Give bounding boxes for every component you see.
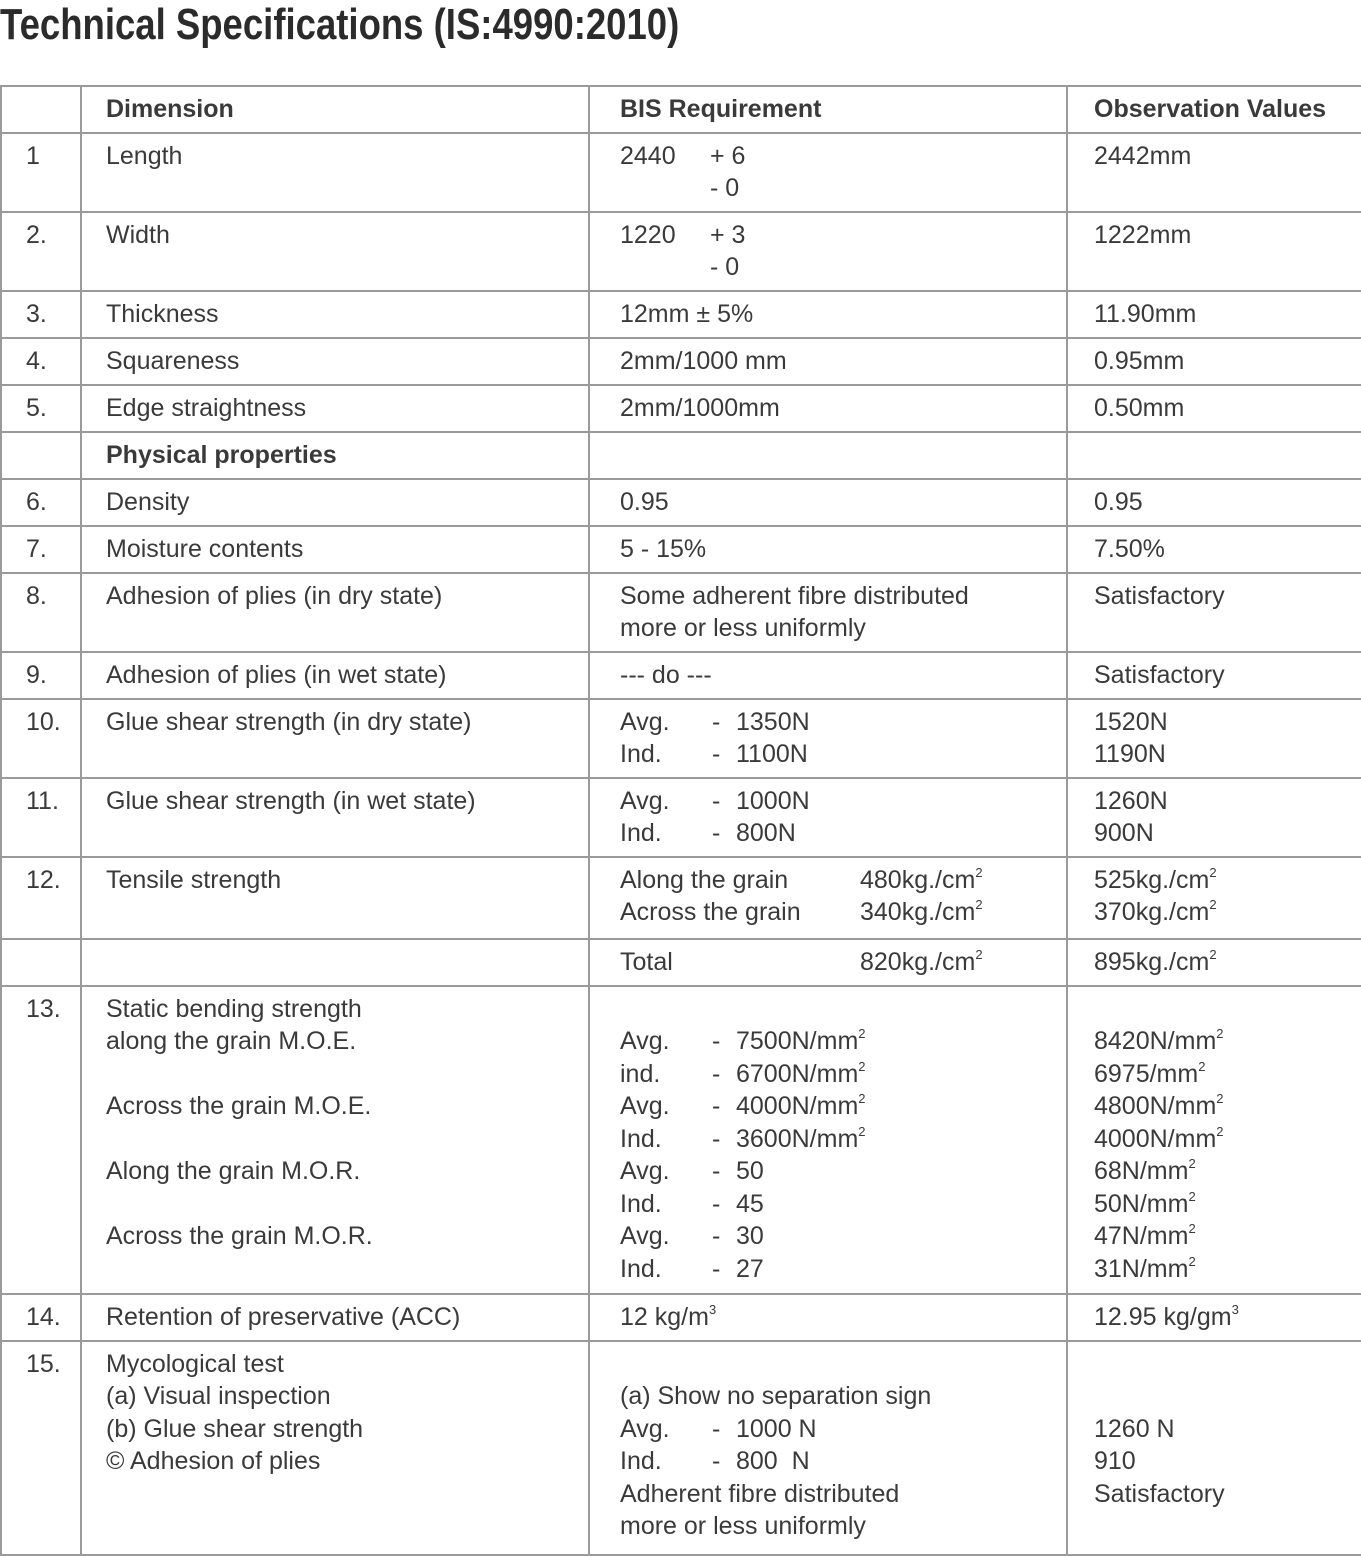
observation-line: 12.95 kg/gm [1094, 1302, 1232, 1331]
observation-line: Satisfactory [1094, 1479, 1225, 1508]
observation-cell [1067, 699, 1361, 778]
bis-label: ind. [620, 1059, 661, 1088]
bis-line: (a) Show no separation sign [620, 1382, 932, 1410]
row-number: 14. [1, 1294, 81, 1341]
row-number: 15. [1, 1341, 81, 1555]
bis-label: Avg. [620, 1222, 670, 1250]
bis-cell [589, 939, 1067, 986]
superscript: 2 [1198, 1058, 1206, 1074]
row-number: 13. [1, 986, 81, 1294]
observation-line: 50N/mm [1094, 1189, 1189, 1218]
observation-line: 8420N/mm [1094, 1027, 1217, 1055]
bis-label: Ind. [620, 819, 662, 847]
bis-plus-tolerance: + 6 [710, 141, 746, 170]
dash: - [712, 1059, 721, 1088]
table-row [1, 1294, 1361, 1341]
observation-cell [1067, 1294, 1361, 1341]
observation-cell: 1222mm [1067, 212, 1361, 291]
dimension-line: Across the grain M.O.R. [106, 1222, 373, 1250]
bis-value: 800N [736, 819, 796, 847]
observation-cell [1067, 939, 1361, 986]
bis-value: 12 kg/m [620, 1302, 709, 1331]
observation-line: 525kg./cm [1094, 865, 1210, 894]
dash: - [712, 1414, 721, 1443]
observation-line: 895kg./cm [1094, 947, 1210, 976]
table-row [1, 385, 1361, 432]
dimension-line: (b) Glue shear strength [106, 1414, 364, 1443]
superscript: 2 [1188, 1156, 1196, 1171]
bis-label: Avg. [620, 786, 670, 815]
dimension-cell: Adhesion of plies (in wet state) [81, 652, 589, 699]
observation-cell: Satisfactory [1067, 652, 1361, 699]
superscript: 2 [975, 897, 983, 912]
superscript: 2 [858, 1123, 866, 1139]
superscript: 2 [1216, 1123, 1224, 1139]
table-row [1, 212, 1361, 291]
dimension-cell: Edge straightness [81, 385, 589, 432]
table-row [1, 778, 1361, 857]
dimension-line: Mycological test [106, 1349, 284, 1378]
observation-cell: 0.95mm [1067, 338, 1361, 385]
bis-label: Ind. [620, 1124, 662, 1153]
bis-value: 1100N [736, 740, 808, 768]
header-observation-values: Observation Values [1067, 86, 1361, 133]
bis-value: 2440 [620, 141, 676, 170]
observation-line: 1520N [1094, 707, 1168, 736]
dimension-line: (a) Visual inspection [106, 1382, 331, 1410]
observation-line: 6975/mm [1094, 1059, 1199, 1088]
table-row [1, 986, 1361, 1294]
bis-label: Avg. [620, 1027, 670, 1055]
bis-label: Ind. [620, 1447, 662, 1475]
superscript: 3 [708, 1301, 717, 1317]
bis-line: Some adherent fibre distributed [620, 581, 969, 610]
superscript: 2 [858, 1091, 866, 1106]
table-row [1, 133, 1361, 212]
superscript: 3 [1231, 1301, 1239, 1317]
bis-label: Avg. [620, 707, 670, 736]
dimension-cell: Tensile strength [81, 857, 589, 939]
row-number: 9. [1, 652, 81, 699]
bis-label: Ind. [620, 1254, 662, 1283]
bis-cell: 0.95 [589, 479, 1067, 526]
observation-line: 1260 N [1094, 1414, 1175, 1443]
dimension-cell: Retention of preservative (ACC) [81, 1294, 589, 1341]
table-row [1, 573, 1361, 652]
dimension-line: along the grain M.O.E. [106, 1027, 357, 1055]
observation-cell: 0.95 [1067, 479, 1361, 526]
dimension-cell: Adhesion of plies (in dry state) [81, 573, 589, 652]
row-number: 8. [1, 573, 81, 652]
bis-value: 45 [736, 1189, 764, 1218]
table-header-row [1, 86, 1361, 133]
bis-value: 820kg./cm [860, 947, 976, 976]
observation-line: 31N/mm [1094, 1254, 1189, 1283]
table-row [1, 479, 1361, 526]
table-row [1, 699, 1361, 778]
table-row [1, 338, 1361, 385]
superscript: 2 [1209, 946, 1217, 962]
specifications-table [0, 85, 1361, 1556]
bis-minus-tolerance: - 0 [710, 253, 740, 281]
dash: - [712, 1447, 721, 1475]
row-number: 4. [1, 338, 81, 385]
bis-value: 3600N/mm [736, 1124, 859, 1153]
superscript: 2 [1188, 1188, 1196, 1204]
table-row [1, 291, 1361, 338]
superscript: 2 [1209, 864, 1217, 880]
bis-label: Avg. [620, 1157, 670, 1185]
bis-value: 30 [736, 1222, 764, 1250]
dash: - [712, 740, 721, 768]
bis-label: Ind. [620, 1189, 662, 1218]
table-row [1, 652, 1361, 699]
superscript: 2 [975, 864, 983, 880]
bis-label: Across the grain [620, 898, 801, 926]
bis-cell: 2mm/1000 mm [589, 338, 1067, 385]
dimension-cell: Density [81, 479, 589, 526]
superscript: 2 [1216, 1091, 1224, 1106]
dimension-line: Static bending strength [106, 994, 362, 1023]
bis-cell [589, 212, 1067, 291]
superscript: 2 [858, 1058, 866, 1074]
dimension-cell: Length [81, 133, 589, 212]
bis-cell [589, 133, 1067, 212]
dimension-line: © Adhesion of plies [106, 1447, 321, 1475]
dash: - [712, 1124, 721, 1153]
bis-label: Along the grain [620, 865, 789, 894]
observation-line: 4800N/mm [1094, 1092, 1217, 1120]
section-heading-physical-properties: Physical properties [81, 432, 589, 479]
observation-cell [1067, 1341, 1361, 1555]
dimension-cell: Glue shear strength (in wet state) [81, 778, 589, 857]
dimension-line: Along the grain M.O.R. [106, 1157, 361, 1185]
row-number: 11. [1, 778, 81, 857]
superscript: 2 [1188, 1253, 1196, 1269]
bis-value: 7500N/mm [736, 1027, 859, 1055]
dash: - [712, 1092, 721, 1120]
bis-minus-tolerance: - 0 [710, 174, 740, 202]
bis-cell [589, 857, 1067, 939]
table-row [1, 857, 1361, 939]
dimension-cell: Width [81, 212, 589, 291]
observation-line: 47N/mm [1094, 1222, 1189, 1250]
dash: - [712, 1027, 721, 1055]
table-row [1, 939, 1361, 986]
bis-cell: 12mm ± 5% [589, 291, 1067, 338]
section-row [1, 432, 1361, 479]
bis-value: 6700N/mm [736, 1059, 859, 1088]
dimension-cell [81, 986, 589, 1294]
row-number: 10. [1, 699, 81, 778]
bis-value: 1220 [620, 220, 676, 249]
bis-cell: --- do --- [589, 652, 1067, 699]
bis-label: Ind. [620, 740, 662, 768]
bis-plus-tolerance: + 3 [710, 220, 746, 249]
bis-cell: 2mm/1000mm [589, 385, 1067, 432]
dimension-line: Across the grain M.O.E. [106, 1092, 372, 1120]
observation-cell: 2442mm [1067, 133, 1361, 212]
header-bis-requirement: BIS Requirement [589, 86, 1067, 133]
observation-line: 1260N [1094, 786, 1168, 815]
observation-cell [1067, 986, 1361, 1294]
observation-line: 4000N/mm [1094, 1124, 1217, 1153]
table-row [1, 526, 1361, 573]
superscript: 2 [975, 946, 983, 962]
bis-cell [589, 1294, 1067, 1341]
bis-line: more or less uniformly [620, 1512, 866, 1540]
bis-line: Adherent fibre distributed [620, 1479, 900, 1508]
superscript: 2 [1209, 897, 1217, 912]
observation-line: 900N [1094, 819, 1154, 847]
dimension-cell: Thickness [81, 291, 589, 338]
dash: - [712, 1254, 721, 1283]
table-row [1, 1341, 1361, 1555]
row-number: 3. [1, 291, 81, 338]
bis-value: 340kg./cm [860, 898, 976, 926]
row-number: 1 [1, 133, 81, 212]
dimension-cell: Squareness [81, 338, 589, 385]
bis-value: 1000N [736, 786, 810, 815]
observation-line: 1190N [1094, 740, 1166, 768]
bis-value: 1000 N [736, 1414, 817, 1443]
page-title: Technical Specifications (IS:4990:2010) [0, 0, 680, 49]
observation-cell: 11.90mm [1067, 291, 1361, 338]
dash: - [712, 707, 721, 736]
bis-value: 50 [736, 1157, 764, 1185]
observation-cell: 0.50mm [1067, 385, 1361, 432]
bis-cell [589, 573, 1067, 652]
row-number: 12. [1, 857, 81, 939]
observation-line: 910 [1094, 1447, 1136, 1475]
dimension-cell: Moisture contents [81, 526, 589, 573]
bis-label: Avg. [620, 1414, 670, 1443]
dash: - [712, 1189, 721, 1218]
bis-cell: 5 - 15% [589, 526, 1067, 573]
row-number: 7. [1, 526, 81, 573]
dash: - [712, 1157, 721, 1185]
observation-line: 370kg./cm [1094, 898, 1210, 926]
bis-cell [589, 1341, 1067, 1555]
dash: - [712, 1222, 721, 1250]
superscript: 2 [1188, 1221, 1196, 1236]
bis-line: more or less uniformly [620, 614, 866, 642]
observation-cell [1067, 857, 1361, 939]
observation-cell: 7.50% [1067, 526, 1361, 573]
observation-line: 68N/mm [1094, 1157, 1189, 1185]
row-number: 2. [1, 212, 81, 291]
dash: - [712, 819, 721, 847]
bis-value: 480kg./cm [860, 865, 976, 894]
observation-cell: Satisfactory [1067, 573, 1361, 652]
total-label: Total [620, 947, 673, 976]
bis-value: 800 N [736, 1447, 810, 1475]
bis-value: 4000N/mm [736, 1092, 859, 1120]
superscript: 2 [1216, 1026, 1224, 1041]
dimension-cell: Glue shear strength (in dry state) [81, 699, 589, 778]
bis-value: 1350N [736, 707, 810, 736]
bis-cell [589, 778, 1067, 857]
header-number [1, 86, 81, 133]
header-dimension: Dimension [81, 86, 589, 133]
observation-cell [1067, 778, 1361, 857]
bis-value: 27 [736, 1254, 764, 1283]
superscript: 2 [858, 1026, 866, 1041]
row-number: 5. [1, 385, 81, 432]
bis-cell [589, 699, 1067, 778]
bis-label: Avg. [620, 1092, 670, 1120]
row-number: 6. [1, 479, 81, 526]
bis-cell [589, 986, 1067, 1294]
dimension-cell [81, 1341, 589, 1555]
dash: - [712, 786, 721, 815]
